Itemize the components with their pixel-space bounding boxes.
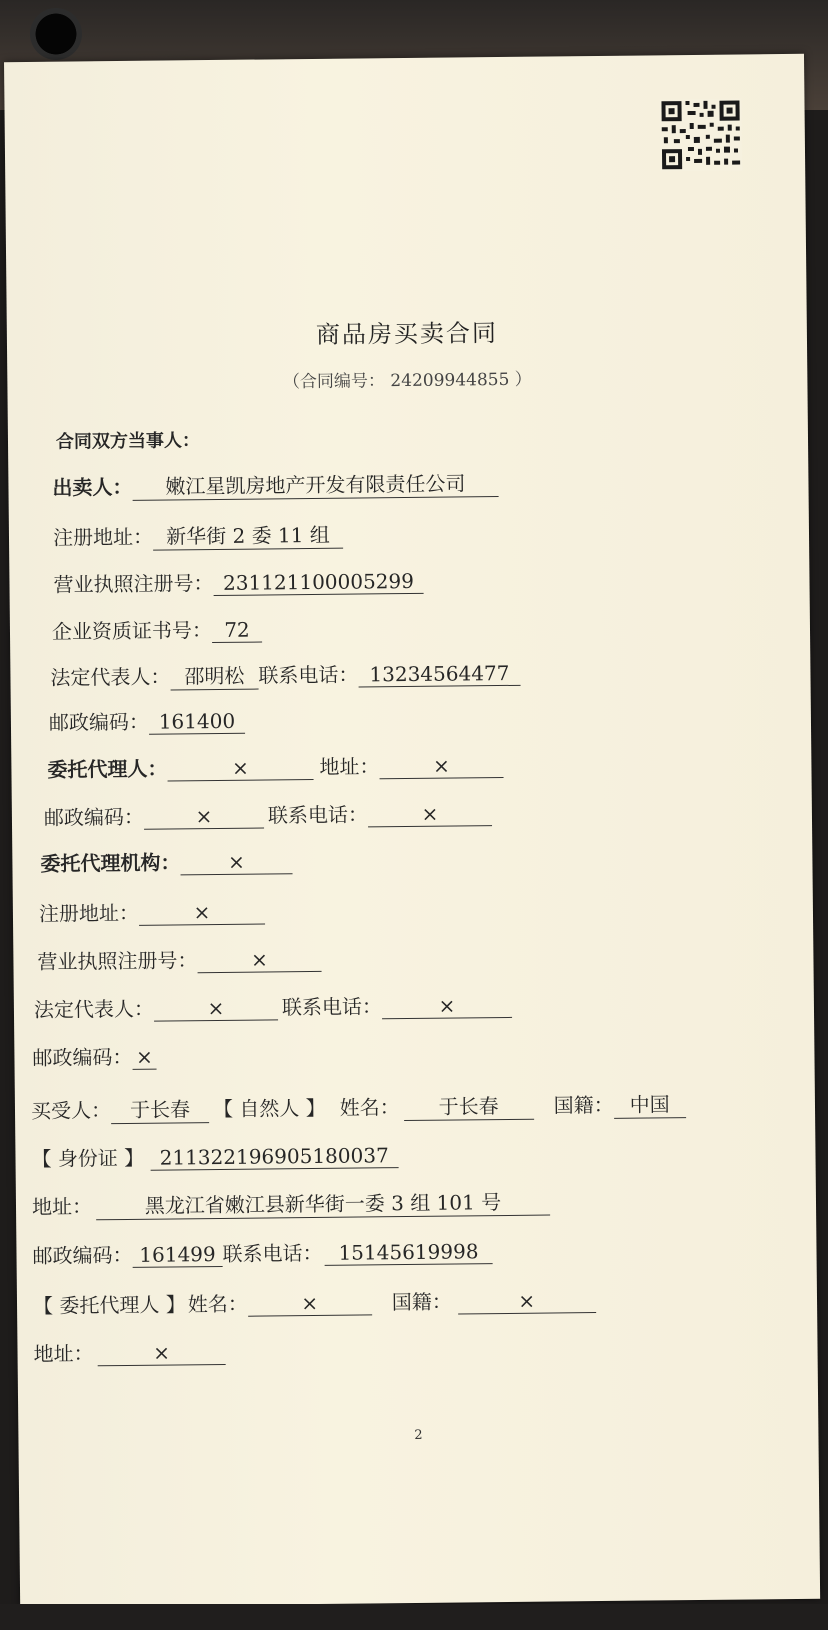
buyer-agent-row (33, 1284, 596, 1319)
seller-qualification-label: 企业资质证书号： (51, 618, 213, 644)
seller-license-row (53, 565, 423, 598)
buyer-id-type: 【 身份证 】 (31, 1145, 145, 1171)
agency-license-row (37, 943, 321, 975)
seller-rep-row (50, 657, 520, 692)
agent-phone: × (368, 801, 492, 827)
agency-rep-row (34, 989, 512, 1023)
contract-number: （合同编号： 24209944855 ） (282, 369, 532, 393)
agent-address: × (379, 753, 503, 779)
agent-address-label: 地址： (319, 754, 380, 779)
phone-bezel-bottom (0, 1604, 828, 1630)
seller-license: 231121100005299 (213, 569, 423, 596)
agency-address: × (139, 900, 265, 926)
agency-license-label: 营业执照注册号： (37, 948, 198, 974)
seller-rep-label: 法定代表人： (50, 664, 171, 690)
buyer-agent-address-label: 地址： (33, 1341, 94, 1366)
seller-address-label: 注册地址： (52, 524, 154, 550)
parties-heading: 合同双方当事人： (55, 430, 201, 453)
agency-label: 委托代理机构： (40, 850, 181, 876)
qr-code (659, 98, 742, 171)
buyer-name: 于长春 (111, 1093, 209, 1124)
seller-qualification-row (52, 614, 262, 645)
front-camera (30, 8, 82, 60)
contract-page (4, 54, 820, 1607)
seller-postcode: 161400 (149, 709, 245, 735)
buyer-phone: 15145619998 (324, 1239, 492, 1266)
buyer-postcode: 161499 (132, 1242, 222, 1268)
seller-rep: 邵明松 (170, 660, 258, 691)
seller-postcode-label: 邮政编码： (48, 709, 150, 735)
agency-phone-label: 联系电话： (281, 994, 383, 1020)
seller-phone-label: 联系电话： (258, 662, 359, 688)
agency-address-row (39, 896, 265, 927)
buyer-label: 买受人： (30, 1098, 112, 1123)
page-number: 2 (414, 1427, 423, 1443)
agent-postcode-label: 邮政编码： (43, 804, 145, 830)
seller-address: 新华街 2 委 11 组 (153, 519, 343, 551)
buyer-id-row (31, 1139, 398, 1172)
seller-phone: 13234564477 (358, 661, 520, 688)
agent-phone-label: 联系电话： (267, 802, 369, 828)
buyer-postcode-label: 邮政编码： (32, 1242, 133, 1268)
buyer-postcode-row (32, 1235, 492, 1269)
buyer-type: 【 自然人 】 (212, 1095, 326, 1122)
buyer-agent-name: × (248, 1290, 372, 1316)
agency-name: × (180, 849, 292, 875)
buyer-agent-type: 【 委托代理人 】 (32, 1292, 186, 1318)
agent-name: × (167, 755, 313, 782)
agency-rep-label: 法定代表人： (33, 996, 155, 1022)
agent-postcode: × (144, 804, 264, 830)
agency-row (40, 845, 292, 877)
buyer-agent-nationality: × (458, 1288, 596, 1314)
agency-postcode: × (132, 1045, 156, 1070)
buyer-agent-address: × (97, 1340, 225, 1366)
buyer-agent-address-row (33, 1336, 225, 1367)
agency-address-label: 注册地址： (38, 900, 140, 926)
buyer-address: 黑龙江省嫩江县新华街一委 3 组 101 号 (96, 1186, 550, 1221)
buyer-address-row (32, 1186, 550, 1221)
buyer-nationality: 中国 (614, 1088, 686, 1119)
agency-rep: × (154, 995, 278, 1021)
buyer-name2: 于长春 (404, 1090, 534, 1121)
buyer-row (31, 1088, 686, 1125)
agent-postcode-row (44, 797, 492, 831)
agency-license: × (197, 947, 321, 973)
seller-name: 嫩江星凯房地产开发有限责任公司 (132, 467, 498, 501)
seller-address-row (53, 519, 343, 552)
seller-postcode-row (49, 705, 245, 736)
seller-license-label: 营业执照注册号： (53, 571, 214, 597)
agent-label: 委托代理人： (47, 756, 168, 782)
agency-postcode-label: 邮政编码： (32, 1044, 133, 1070)
buyer-agent-name-label: 姓名： (187, 1291, 248, 1317)
buyer-address-label: 地址： (31, 1194, 93, 1219)
seller-row (52, 467, 498, 502)
buyer-id-no: 211322196905180037 (150, 1143, 398, 1171)
agent-row (47, 749, 503, 783)
buyer-agent-nationality-label: 国籍： (391, 1289, 452, 1315)
seller-qualification: 72 (212, 618, 262, 644)
seller-label: 出卖人： (52, 474, 133, 500)
agency-postcode-row (32, 1041, 156, 1071)
agency-phone: × (382, 993, 512, 1019)
buyer-nationality-label: 国籍： (553, 1092, 614, 1118)
buyer-name-label: 姓名： (339, 1095, 400, 1120)
buyer-phone-label: 联系电话： (222, 1240, 323, 1266)
contract-title: 商品房买卖合同 (315, 319, 499, 349)
